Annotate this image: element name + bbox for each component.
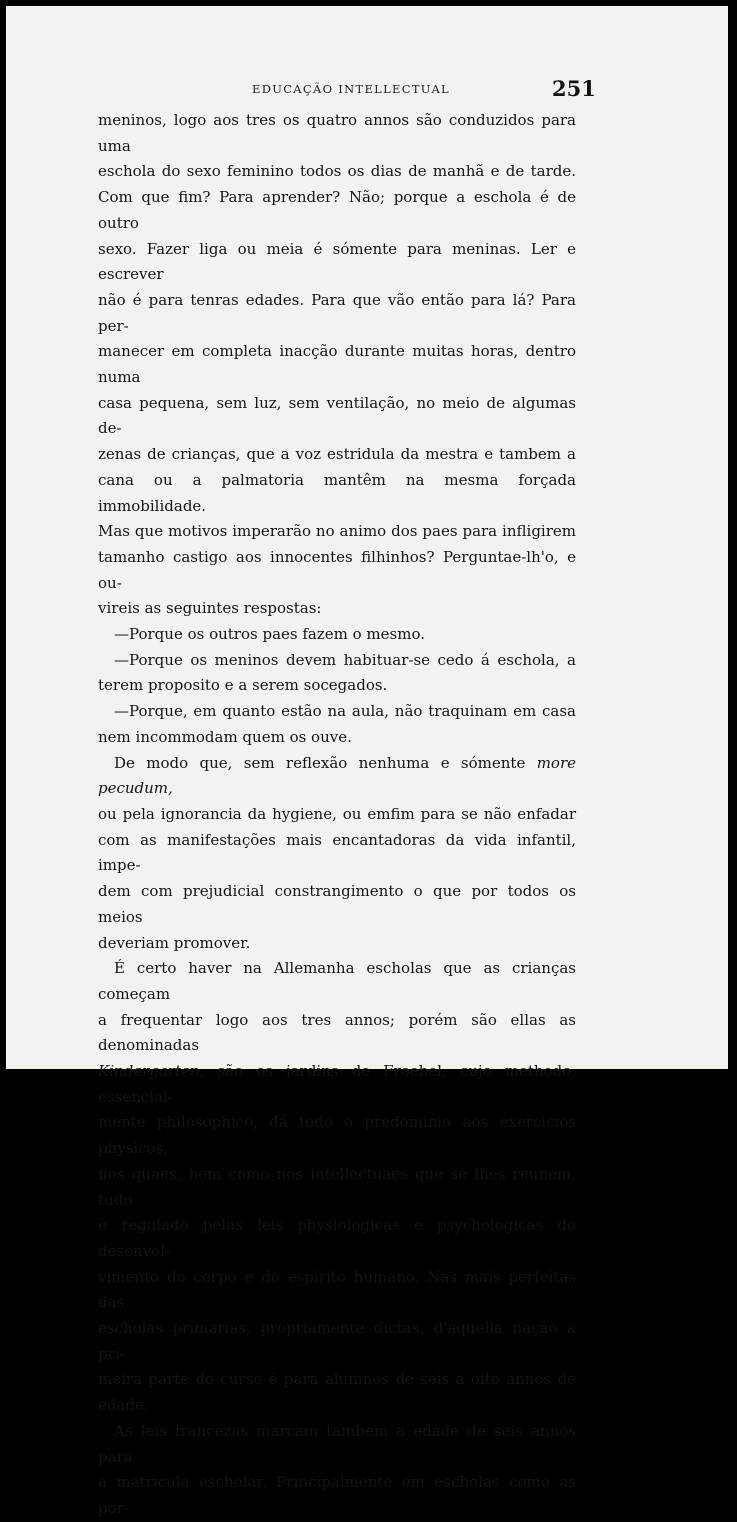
italic-phrase: Kindergarten, <box>98 1062 205 1081</box>
text-line: ou pela ignorancia da hygiene, ou emfim para se não enfadar <box>98 804 576 823</box>
text-line: —Porque os outros paes fazem o mesmo. <box>114 625 425 644</box>
text-line: cana ou a palmatoria mantêm na mesma forçada immobilidade. <box>98 470 576 515</box>
page-header <box>6 76 728 104</box>
text-line: —Porque, em quanto estão na aula, não traquinam em casa <box>114 702 576 721</box>
running-title: EDUCAÇÃO INTELLECTUAL <box>252 82 450 96</box>
text-line: sexo. Fazer liga ou meia é sómente para meninas. Ler e escrever <box>98 239 576 284</box>
text-line <box>98 1059 576 1110</box>
text-line: nem incommodam quem os ouve. <box>98 727 352 746</box>
text-line: mente philosophico, dá todo o predominio aos exercicios physicos, <box>98 1113 576 1158</box>
italic-phrase: more pecudum, <box>98 753 576 798</box>
text-line: As leis francezas marcam tambem a edade de seis annos para <box>98 1421 576 1466</box>
text-line: dem com prejudicial constrangimento o que por todos os meios <box>98 882 576 926</box>
text-line: a matricula escholar. Principalmente em escholas como as por- <box>98 1473 576 1517</box>
text-line: edade. <box>98 1396 149 1415</box>
text-line <box>98 751 576 802</box>
text-line: a frequentar logo aos tres annos; porém são ellas as denominadas <box>98 1010 576 1055</box>
text-line: é regulado pelas leis physiologicas e psychologicas do desenvol- <box>98 1216 576 1260</box>
text-line: terem proposito e a serem socegados. <box>98 676 388 695</box>
text-line: —Porque os meninos devem habituar-se cedo á eschola, a <box>114 650 576 669</box>
text-line: tamanho castigo aos innocentes filhinhos? Perguntae-lh'o, e ou- <box>98 547 576 592</box>
text-line: zenas de crianças, que a voz estridula da mestra e tambem a <box>98 445 576 464</box>
text-line: escholas primarias, propriamente dictas, d'aquella nação a pri- <box>98 1319 576 1363</box>
text-line: manecer em completa inacção durante muitas horas, dentro numa <box>98 342 576 387</box>
text-line: meninos, logo aos tres os quatro annos são conduzidos para uma <box>98 111 576 155</box>
text-line: nos quaes, bem como nos intellectuaes que se lhes reunem, tudo <box>98 1164 576 1209</box>
text-line: vimento do corpo e do espirito humano. Nas mais perfeitas das <box>98 1267 576 1312</box>
text-line: meira parte do curso é para alumnos de seis a oito annos de <box>98 1370 576 1389</box>
text-run: De modo que, sem reflexão nenhuma e sómente <box>114 753 537 772</box>
text-line: Com que fim? Para aprender? Não; porque a eschola é de outro <box>98 188 576 232</box>
text-line: vireis as seguintes respostas: <box>98 599 322 618</box>
text-line: não é para tenras edades. Para que vão então para lá? Para per- <box>98 290 576 335</box>
text-line: com as manifestações mais encantadoras da vida infantil, impe- <box>98 830 576 875</box>
text-run: são os jardins de Froebel, cujo methodo, essencial- <box>98 1062 576 1106</box>
body-text <box>98 108 576 1522</box>
text-line: eschola do sexo feminino todos os dias de manhã e de tarde. <box>98 162 576 181</box>
page-number: 251 <box>552 76 596 101</box>
book-page <box>6 6 728 1517</box>
text-line: casa pequena, sem luz, sem ventilação, no meio de algumas de- <box>98 393 576 438</box>
text-line: Mas que motivos imperarão no animo dos paes para infligirem <box>98 522 576 541</box>
text-line: É certo haver na Allemanha escholas que as crianças começam <box>98 959 576 1003</box>
text-line: deveriam promover. <box>98 933 251 952</box>
